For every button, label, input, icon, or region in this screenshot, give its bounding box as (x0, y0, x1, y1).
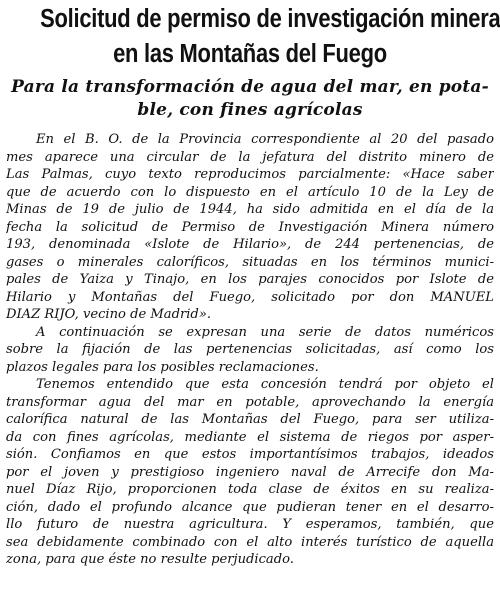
headline-line: en las Montañas del Fuego (113, 40, 387, 68)
headline-line: Solicitud de permiso de investigación minera (40, 5, 500, 33)
subheadline (6, 76, 494, 122)
text-line: llo futuro de nuestra agricultura. Y esperamos, también, que (6, 517, 494, 532)
text-line: por el joven y prestigioso ingeniero naval de Arrecife don Ma- (6, 464, 494, 480)
paragraph (6, 376, 494, 569)
text-line: da con fines agrícolas, mediante el sistema de riegos por asper- (6, 429, 494, 445)
headline (40, 2, 500, 72)
text-line: gases o minerales caloríficos, situadas en los términos munici- (6, 254, 494, 270)
text-line: zona, para que éste no resulte perjudicado. (6, 552, 294, 567)
text-line: Tenemos entendido que esta concesión tendrá por objeto el (36, 377, 494, 392)
text-line: sión. Confiamos en que estos importantísimos trabajos, ideados (6, 447, 494, 462)
text-line: mes aparece una circular de la jefatura del distrito minero de (6, 149, 494, 165)
text-line: DIAZ RIJO, vecino de Madrid». (6, 307, 211, 322)
text-line: nuel Díaz Rijo, proporcionen toda clase de éxitos en su realiza- (6, 482, 494, 497)
text-line: pales de Yaiza y Tinajo, en los parajes conocidos por Islote de (6, 272, 494, 287)
article-body (6, 131, 494, 569)
text-line: 193, denominada «Islote de Hilario», de 244 pertenencias, de (6, 237, 494, 252)
text-line: plazos legales para los posibles reclamaciones. (6, 359, 319, 375)
text-line: sea debidamente combinado con el alto interés turístico de aquella (6, 534, 494, 550)
text-line: Hilario y Montañas del Fuego, solicitado por don MANUEL (6, 289, 494, 305)
text-line: transformar agua del mar en potable, aprovechando la energía (6, 394, 494, 410)
text-line: A continuación se expresan una serie de datos numéricos (36, 324, 494, 340)
text-line: sobre la fijación de las pertenencias solicitadas, así como los (6, 342, 494, 357)
text-line: que de acuerdo con lo dispuesto en el artículo 10 de la Ley de (6, 184, 494, 200)
text-line: ción, dado el profundo alcance que pudieran tener en el desarro- (6, 499, 494, 515)
text-line: fecha la solicitud de Permiso de Investigación Minera número (6, 219, 494, 235)
subheadline-line: ble, con fines agrícolas (137, 100, 363, 120)
text-line: calorífica natural de las Montañas del Fuego, para ser utiliza- (6, 412, 494, 427)
text-line: En el B. O. de la Provincia correspondiente al 20 del pasado (36, 132, 494, 147)
paragraph (6, 324, 494, 377)
paragraph (6, 131, 494, 324)
text-line: Minas de 19 de julio de 1944, ha sido admitida en el día de la (6, 202, 494, 217)
subheadline-line: Para la transformación de agua del mar, en pota- (11, 77, 489, 97)
text-line: Las Palmas, cuyo texto reproducimos parcialmente: «Hace saber (6, 167, 494, 182)
